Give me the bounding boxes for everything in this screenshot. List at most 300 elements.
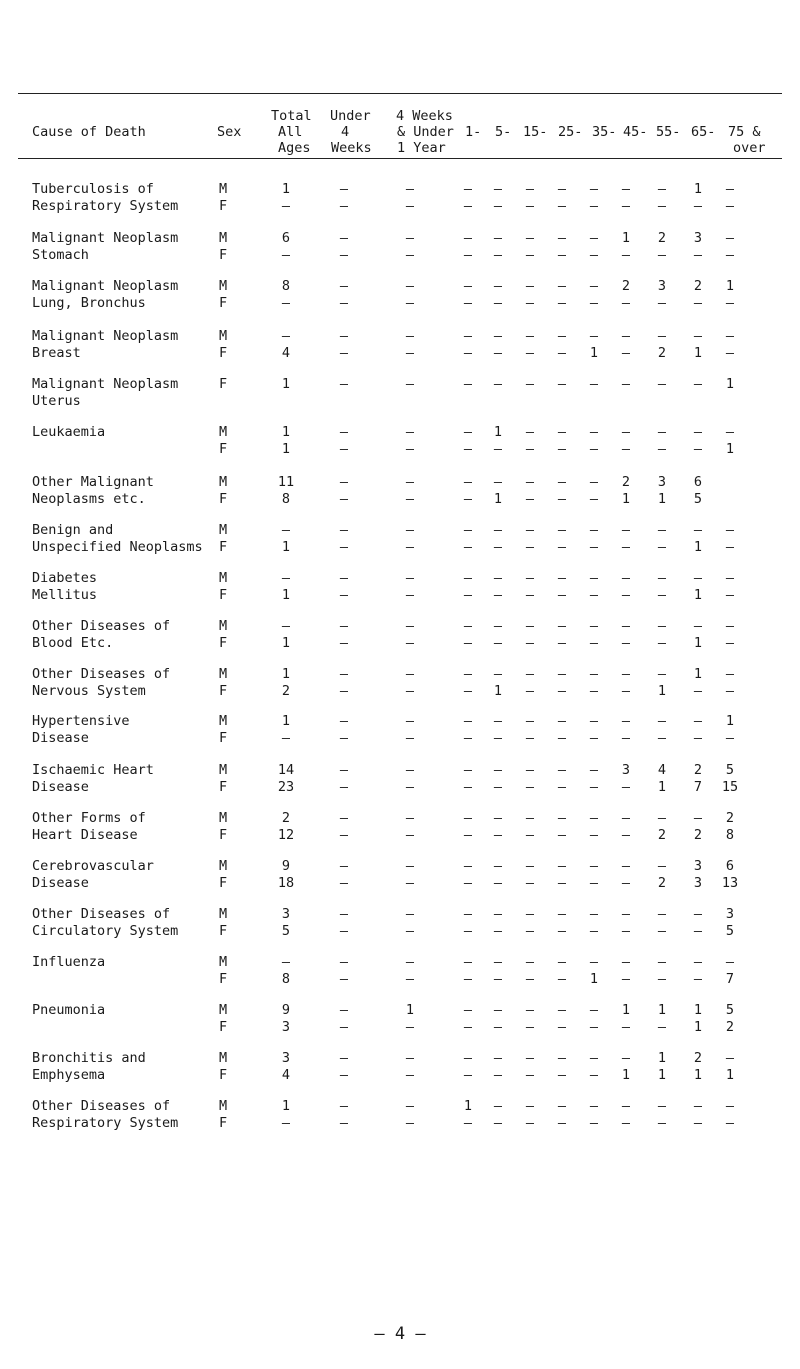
cause-cell: Other Diseases of [32,666,171,682]
a55-cell: 1 [657,683,667,699]
total-cell: 14 [277,762,295,778]
sex-cell: M [219,230,228,246]
a65-cell: – [693,570,703,586]
u1y-cell: – [405,683,415,699]
a15-cell: – [525,762,535,778]
u4w-cell: – [339,539,349,555]
u1y-cell: – [405,1067,415,1083]
a55-cell: 3 [657,278,667,294]
a75-cell: – [725,230,735,246]
a35-cell: – [589,198,599,214]
a1-cell: – [463,1002,473,1018]
a25-cell: – [557,810,567,826]
a15-cell: – [525,1050,535,1066]
u1y-cell: – [405,539,415,555]
a65-cell: 2 [693,762,703,778]
cause-cell: Malignant Neoplasm [32,328,179,344]
a25-cell: – [557,441,567,457]
u1y-cell: – [405,779,415,795]
header-under1y-line2: & Under [397,124,454,140]
a5-cell: – [493,539,503,555]
a75-cell: 6 [725,858,735,874]
table-row [0,295,800,312]
a1-cell: – [463,278,473,294]
u4w-cell: – [339,923,349,939]
a65-cell: – [693,713,703,729]
u4w-cell: – [339,1098,349,1114]
a1-cell: – [463,858,473,874]
a75-cell: 2 [725,810,735,826]
a75-cell: – [725,1115,735,1131]
cause-cell: Leukaemia [32,424,106,440]
cause-cell: Breast [32,345,81,361]
sex-cell: F [219,587,228,603]
cause-cell: Emphysema [32,1067,106,1083]
a75-cell: – [725,666,735,682]
total-cell: 1 [281,441,291,457]
a35-cell: – [589,730,599,746]
cause-cell: Circulatory System [32,923,179,939]
a55-cell: 2 [657,230,667,246]
u4w-cell: – [339,1002,349,1018]
a75-cell: – [725,295,735,311]
a75-cell: – [725,247,735,263]
u1y-cell: – [405,1098,415,1114]
a5-cell: – [493,906,503,922]
a15-cell: – [525,247,535,263]
total-cell: 3 [281,1019,291,1035]
a5-cell: – [493,827,503,843]
a45-cell: – [621,827,631,843]
header-total-line1: Total [271,108,312,124]
a1-cell: – [463,295,473,311]
a25-cell: – [557,247,567,263]
a1-cell: – [463,181,473,197]
u1y-cell: – [405,278,415,294]
a45-cell: – [621,713,631,729]
table-row [0,858,800,875]
u1y-cell: – [405,441,415,457]
u1y-cell: – [405,858,415,874]
sex-cell: F [219,730,228,746]
u4w-cell: – [339,278,349,294]
a45-cell: – [621,441,631,457]
a35-cell: – [589,713,599,729]
total-cell: 8 [281,971,291,987]
a35-cell: – [589,376,599,392]
a15-cell: – [525,954,535,970]
sex-cell: M [219,858,228,874]
a15-cell: – [525,278,535,294]
a15-cell: – [525,713,535,729]
a65-cell: – [693,328,703,344]
a45-cell: – [621,345,631,361]
sex-cell: F [219,683,228,699]
a35-cell: – [589,906,599,922]
a65-cell: 1 [693,587,703,603]
a35-cell: – [589,810,599,826]
sex-cell: M [219,666,228,682]
u1y-cell: – [405,906,415,922]
a5-cell: – [493,295,503,311]
u4w-cell: – [339,810,349,826]
a35-cell: – [589,635,599,651]
a15-cell: – [525,522,535,538]
a65-cell: 1 [693,539,703,555]
a35-cell: – [589,779,599,795]
sex-cell: F [219,491,228,507]
sex-cell: F [219,1067,228,1083]
a15-cell: – [525,491,535,507]
table-row [0,570,800,587]
a25-cell: – [557,181,567,197]
a55-cell: 3 [657,474,667,490]
table-row [0,762,800,779]
a5-cell: 1 [493,683,503,699]
cause-cell: Influenza [32,954,106,970]
sex-cell: M [219,618,228,634]
a75-cell: – [725,539,735,555]
a75-cell: 3 [725,906,735,922]
a15-cell: – [525,827,535,843]
a25-cell: – [557,666,567,682]
a15-cell: – [525,424,535,440]
a1-cell: – [463,762,473,778]
a1-cell: – [463,328,473,344]
a55-cell: – [657,328,667,344]
header-under1y-line1: 4 Weeks [396,108,453,124]
u1y-cell: – [405,522,415,538]
u1y-cell: – [405,1050,415,1066]
a5-cell: – [493,730,503,746]
a25-cell: – [557,762,567,778]
a55-cell: 1 [657,491,667,507]
header-under4w-line3: Weeks [331,140,372,156]
u4w-cell: – [339,1019,349,1035]
a65-cell: 3 [693,230,703,246]
total-cell: 18 [277,875,295,891]
a65-cell: – [693,376,703,392]
a1-cell: – [463,635,473,651]
a35-cell: – [589,278,599,294]
a45-cell: – [621,424,631,440]
a25-cell: – [557,230,567,246]
u4w-cell: – [339,345,349,361]
a65-cell: 1 [693,666,703,682]
cause-cell: Other Diseases of [32,1098,171,1114]
a15-cell: – [525,474,535,490]
a1-cell: – [463,666,473,682]
total-cell: 9 [281,1002,291,1018]
a65-cell: – [693,906,703,922]
table-row [0,1019,800,1036]
header-total-line2: All [278,124,303,140]
u1y-cell: 1 [405,1002,415,1018]
a45-cell: – [621,923,631,939]
sex-cell: F [219,295,228,311]
a55-cell: – [657,1115,667,1131]
sex-cell: F [219,441,228,457]
total-cell: – [281,522,291,538]
u4w-cell: – [339,424,349,440]
a55-cell: – [657,539,667,555]
table-row [0,198,800,215]
table-row [0,181,800,198]
a55-cell: 1 [657,1067,667,1083]
a35-cell: – [589,587,599,603]
a75-cell: – [725,424,735,440]
u4w-cell: – [339,827,349,843]
a5-cell: – [493,762,503,778]
a15-cell: – [525,539,535,555]
table-row [0,587,800,604]
a55-cell: – [657,971,667,987]
a45-cell: 1 [621,230,631,246]
cause-cell: Pneumonia [32,1002,106,1018]
a1-cell: – [463,1050,473,1066]
a35-cell: – [589,858,599,874]
total-cell: 1 [281,666,291,682]
a1-cell: – [463,827,473,843]
a35-cell: – [589,539,599,555]
sex-cell: F [219,875,228,891]
a1-cell: – [463,875,473,891]
u1y-cell: – [405,971,415,987]
u1y-cell: – [405,474,415,490]
table-row [0,779,800,796]
a55-cell: – [657,730,667,746]
a65-cell: – [693,198,703,214]
cause-cell: Neoplasms etc. [32,491,146,507]
u1y-cell: – [405,491,415,507]
a65-cell: 1 [693,1002,703,1018]
table-row [0,875,800,892]
a35-cell: – [589,328,599,344]
u4w-cell: – [339,295,349,311]
table-row [0,923,800,940]
a15-cell: – [525,198,535,214]
a5-cell: – [493,779,503,795]
header-age-1: 1- [465,124,482,140]
header-rule [18,158,782,159]
a65-cell: – [693,1098,703,1114]
u1y-cell: – [405,345,415,361]
a65-cell: – [693,683,703,699]
a15-cell: – [525,730,535,746]
a15-cell: – [525,666,535,682]
total-cell: 3 [281,906,291,922]
a75-cell: 5 [725,1002,735,1018]
a45-cell: – [621,376,631,392]
table-row [0,278,800,295]
a65-cell: – [693,522,703,538]
a75-cell: – [725,635,735,651]
u4w-cell: – [339,954,349,970]
cause-cell: Disease [32,730,89,746]
a65-cell: 3 [693,858,703,874]
total-cell: 1 [281,424,291,440]
u1y-cell: – [405,923,415,939]
table-row [0,539,800,556]
a65-cell: 1 [693,181,703,197]
a75-cell: 7 [725,971,735,987]
a25-cell: – [557,730,567,746]
cause-cell: Respiratory System [32,198,179,214]
a5-cell: – [493,810,503,826]
a45-cell: – [621,618,631,634]
a15-cell: – [525,618,535,634]
sex-cell: M [219,181,228,197]
cause-cell: Ischaemic Heart [32,762,154,778]
a5-cell: – [493,198,503,214]
a75-cell: 2 [725,1019,735,1035]
a15-cell: – [525,181,535,197]
a35-cell: – [589,424,599,440]
a25-cell: – [557,971,567,987]
a1-cell: – [463,1019,473,1035]
a45-cell: – [621,683,631,699]
a65-cell: – [693,971,703,987]
a1-cell: – [463,730,473,746]
a5-cell: – [493,1019,503,1035]
a45-cell: 2 [621,474,631,490]
u1y-cell: – [405,230,415,246]
total-cell: 4 [281,345,291,361]
a5-cell: 1 [493,491,503,507]
a35-cell: – [589,441,599,457]
a35-cell: 1 [589,345,599,361]
a45-cell: – [621,875,631,891]
a1-cell: – [463,230,473,246]
a55-cell: – [657,441,667,457]
a45-cell: – [621,181,631,197]
a25-cell: – [557,858,567,874]
a5-cell: – [493,713,503,729]
a45-cell: – [621,730,631,746]
a65-cell: 6 [693,474,703,490]
u1y-cell: – [405,827,415,843]
a55-cell: 1 [657,779,667,795]
a25-cell: – [557,906,567,922]
total-cell: 1 [281,539,291,555]
a1-cell: – [463,376,473,392]
cause-cell: Nervous System [32,683,146,699]
a45-cell: – [621,666,631,682]
a5-cell: – [493,1098,503,1114]
a55-cell: – [657,247,667,263]
cause-cell: Respiratory System [32,1115,179,1131]
total-cell: 6 [281,230,291,246]
a15-cell: – [525,858,535,874]
a25-cell: – [557,1050,567,1066]
a15-cell: – [525,295,535,311]
a65-cell: 2 [693,278,703,294]
a15-cell: – [525,810,535,826]
a5-cell: – [493,1115,503,1131]
sex-cell: F [219,635,228,651]
header-age-75-line2: over [733,140,766,156]
a55-cell: 2 [657,875,667,891]
table-row [0,635,800,652]
total-cell: 5 [281,923,291,939]
a1-cell: – [463,1067,473,1083]
u1y-cell: – [405,1115,415,1131]
a75-cell: – [725,570,735,586]
a15-cell: – [525,923,535,939]
total-cell: 1 [281,1098,291,1114]
a35-cell: – [589,827,599,843]
table-row [0,683,800,700]
a65-cell: 1 [693,1019,703,1035]
a15-cell: – [525,779,535,795]
table-row [0,810,800,827]
a1-cell: – [463,1115,473,1131]
a5-cell: – [493,247,503,263]
total-cell: – [281,570,291,586]
table-row [0,393,800,410]
sex-cell: M [219,1098,228,1114]
a15-cell: – [525,1115,535,1131]
a55-cell: – [657,295,667,311]
a5-cell: – [493,666,503,682]
a55-cell: – [657,198,667,214]
u4w-cell: – [339,730,349,746]
sex-cell: F [219,923,228,939]
a25-cell: – [557,1067,567,1083]
a45-cell: 3 [621,762,631,778]
a1-cell: – [463,247,473,263]
a65-cell: – [693,810,703,826]
total-cell: – [281,198,291,214]
cause-cell: Hypertensive [32,713,130,729]
a65-cell: 1 [693,1067,703,1083]
sex-cell: M [219,522,228,538]
u4w-cell: – [339,971,349,987]
total-cell: 1 [281,181,291,197]
a25-cell: – [557,1019,567,1035]
a75-cell: 15 [721,779,739,795]
u4w-cell: – [339,247,349,263]
u1y-cell: – [405,666,415,682]
u4w-cell: – [339,762,349,778]
u4w-cell: – [339,328,349,344]
a1-cell: – [463,713,473,729]
a25-cell: – [557,635,567,651]
a1-cell: – [463,570,473,586]
u4w-cell: – [339,198,349,214]
a45-cell: – [621,971,631,987]
sex-cell: M [219,762,228,778]
a75-cell: 1 [725,278,735,294]
table-row [0,1067,800,1084]
a15-cell: – [525,683,535,699]
cause-cell: Heart Disease [32,827,138,843]
a25-cell: – [557,779,567,795]
a15-cell: – [525,1019,535,1035]
total-cell: – [281,730,291,746]
a35-cell: – [589,522,599,538]
cause-cell: Other Diseases of [32,906,171,922]
a55-cell: 2 [657,345,667,361]
u1y-cell: – [405,954,415,970]
a55-cell: – [657,181,667,197]
u4w-cell: – [339,491,349,507]
a75-cell: – [725,683,735,699]
sex-cell: F [219,198,228,214]
a75-cell: 1 [725,713,735,729]
total-cell: 12 [277,827,295,843]
header-total-line3: Ages [278,140,311,156]
